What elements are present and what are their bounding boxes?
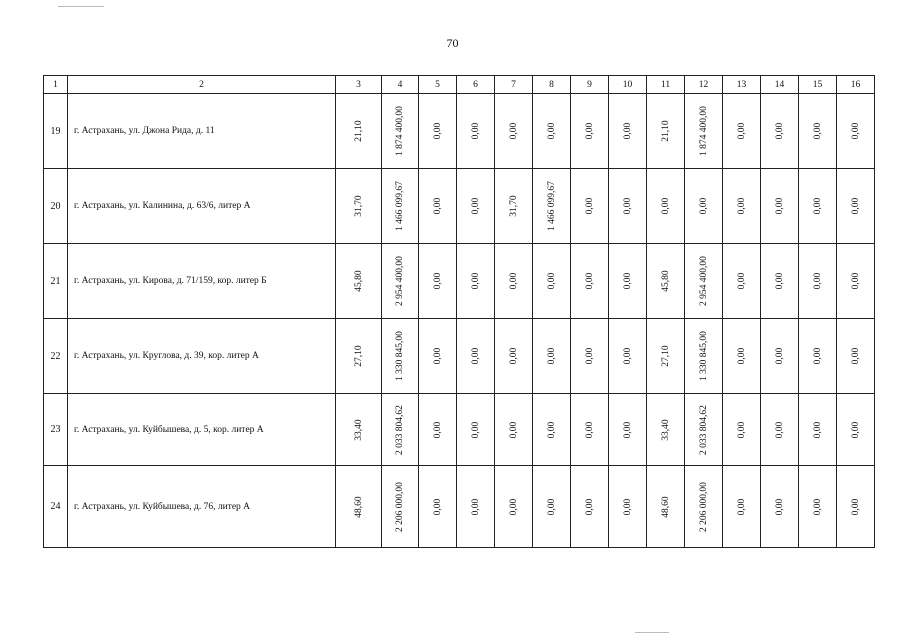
value-cell	[457, 94, 495, 169]
address-cell: г. Астрахань, ул. Куйбышева, д. 5, кор. литер А	[68, 394, 336, 466]
cell-value: 0,00	[584, 498, 595, 515]
cell-value: 0,00	[470, 347, 481, 365]
scan-mark	[635, 632, 669, 633]
value-cell	[571, 94, 609, 169]
cell-value: 1 330 845,00	[698, 331, 709, 381]
value-cell	[761, 169, 799, 244]
value-cell	[647, 94, 685, 169]
value-cell	[685, 169, 723, 244]
column-header: 2	[68, 76, 336, 94]
value-cell	[495, 319, 533, 394]
value-cell	[723, 94, 761, 169]
value-cell	[419, 319, 457, 394]
scan-mark	[58, 6, 104, 7]
cell-value: 1 874 400,00	[395, 106, 405, 156]
cell-value: 21,10	[660, 120, 671, 142]
cell-value: 0,00	[546, 421, 557, 438]
cell-value: 0,00	[812, 347, 823, 365]
address-cell: г. Астрахань, ул. Калинина, д. 63/6, литер А	[68, 169, 336, 244]
cell-value: 0,00	[850, 122, 861, 140]
value-cell	[761, 319, 799, 394]
cell-value: 0,00	[508, 498, 519, 515]
cell-value: 2 033 804,62	[698, 404, 709, 455]
value-cell	[533, 169, 571, 244]
value-cell	[382, 319, 419, 394]
cell-value: 0,00	[584, 122, 595, 140]
cell-value: 0,00	[774, 122, 785, 140]
cell-value: 0,00	[736, 272, 747, 290]
value-cell	[571, 319, 609, 394]
value-cell	[799, 466, 837, 548]
cell-value: 0,00	[432, 122, 443, 140]
cell-value: 0,00	[812, 421, 823, 438]
cell-value: 0,00	[508, 122, 519, 140]
value-cell	[533, 319, 571, 394]
value-cell	[457, 244, 495, 319]
cell-value: 1 466 099,67	[395, 181, 405, 231]
column-header: 6	[457, 76, 495, 94]
row-number: 20	[44, 169, 68, 244]
value-cell	[761, 466, 799, 548]
cell-value: 0,00	[812, 122, 823, 140]
address-cell: г. Астрахань, ул. Кирова, д. 71/159, кор. литер Б	[68, 244, 336, 319]
row-number: 22	[44, 319, 68, 394]
value-cell	[533, 466, 571, 548]
value-cell	[419, 244, 457, 319]
cell-value: 1 874 400,00	[698, 106, 709, 156]
column-header: 14	[761, 76, 799, 94]
column-header: 13	[723, 76, 761, 94]
cell-value: 0,00	[736, 498, 747, 515]
column-header: 4	[382, 76, 419, 94]
cell-value: 33,40	[353, 418, 364, 441]
cell-value: 0,00	[584, 347, 595, 365]
cell-value: 0,00	[622, 122, 633, 140]
cell-value: 0,00	[850, 197, 861, 215]
value-cell	[799, 169, 837, 244]
column-header: 9	[571, 76, 609, 94]
value-cell	[419, 394, 457, 466]
value-cell	[761, 94, 799, 169]
cell-value: 0,00	[850, 498, 861, 515]
cell-value: 31,70	[508, 195, 519, 217]
column-header: 7	[495, 76, 533, 94]
value-cell	[382, 466, 419, 548]
cell-value: 48,60	[353, 495, 364, 518]
cell-value: 0,00	[622, 197, 633, 215]
cell-value: 0,00	[470, 498, 481, 515]
cell-value: 0,00	[622, 498, 633, 515]
value-cell	[533, 394, 571, 466]
cell-value: 2 206 000,00	[395, 481, 405, 532]
cell-value: 0,00	[508, 421, 519, 438]
cell-value: 0,00	[470, 197, 481, 215]
cell-value: 0,00	[736, 421, 747, 438]
value-cell	[382, 394, 419, 466]
value-cell	[571, 169, 609, 244]
cell-value: 0,00	[622, 272, 633, 290]
cell-value: 33,40	[660, 418, 671, 441]
value-cell	[609, 244, 647, 319]
cell-value: 31,70	[353, 195, 364, 217]
cell-value: 0,00	[774, 272, 785, 290]
cell-value: 0,00	[584, 272, 595, 290]
column-header: 16	[837, 76, 875, 94]
value-cell	[571, 244, 609, 319]
value-cell	[685, 394, 723, 466]
value-cell	[571, 466, 609, 548]
value-cell	[685, 319, 723, 394]
cell-value: 2 954 400,00	[395, 256, 405, 306]
value-cell	[457, 394, 495, 466]
column-header: 15	[799, 76, 837, 94]
value-cell	[336, 466, 382, 548]
cell-value: 0,00	[850, 421, 861, 438]
cell-value: 0,00	[850, 347, 861, 365]
value-cell	[336, 94, 382, 169]
cell-value: 48,60	[660, 495, 671, 518]
value-cell	[336, 319, 382, 394]
data-table	[43, 75, 875, 548]
value-cell	[799, 244, 837, 319]
value-cell	[685, 94, 723, 169]
cell-value: 0,00	[622, 421, 633, 438]
value-cell	[723, 169, 761, 244]
column-header: 1	[44, 76, 68, 94]
cell-value: 0,00	[812, 197, 823, 215]
cell-value: 0,00	[736, 197, 747, 215]
address-cell: г. Астрахань, ул. Куйбышева, д. 76, литер А	[68, 466, 336, 548]
value-cell	[837, 466, 875, 548]
value-cell	[837, 244, 875, 319]
column-header: 10	[609, 76, 647, 94]
cell-value: 0,00	[470, 122, 481, 140]
value-cell	[723, 466, 761, 548]
row-number: 24	[44, 466, 68, 548]
value-cell	[723, 394, 761, 466]
value-cell	[761, 244, 799, 319]
value-cell	[457, 169, 495, 244]
column-header: 3	[336, 76, 382, 94]
value-cell	[533, 244, 571, 319]
value-cell	[382, 94, 419, 169]
value-cell	[761, 394, 799, 466]
cell-value: 0,00	[698, 197, 709, 215]
value-cell	[457, 466, 495, 548]
column-header: 11	[647, 76, 685, 94]
cell-value: 2 033 804,62	[395, 404, 405, 455]
value-cell	[533, 94, 571, 169]
cell-value: 0,00	[584, 197, 595, 215]
cell-value: 0,00	[546, 272, 557, 290]
value-cell	[609, 169, 647, 244]
cell-value: 0,00	[660, 197, 671, 215]
row-number: 21	[44, 244, 68, 319]
value-cell	[647, 244, 685, 319]
cell-value: 45,80	[660, 270, 671, 292]
cell-value: 0,00	[774, 498, 785, 515]
value-cell	[647, 169, 685, 244]
value-cell	[419, 169, 457, 244]
cell-value: 1 466 099,67	[546, 181, 557, 231]
value-cell	[495, 94, 533, 169]
cell-value: 27,10	[660, 345, 671, 367]
cell-value: 0,00	[432, 197, 443, 215]
cell-value: 0,00	[774, 347, 785, 365]
value-cell	[837, 94, 875, 169]
value-cell	[647, 466, 685, 548]
cell-value: 0,00	[736, 347, 747, 365]
cell-value: 2 206 000,00	[698, 481, 709, 532]
cell-value: 0,00	[470, 421, 481, 438]
cell-value: 0,00	[432, 498, 443, 515]
cell-value: 0,00	[812, 272, 823, 290]
table-row	[44, 94, 875, 169]
value-cell	[799, 94, 837, 169]
value-cell	[419, 94, 457, 169]
cell-value: 2 954 400,00	[698, 256, 709, 306]
cell-value: 0,00	[774, 197, 785, 215]
cell-value: 45,80	[353, 270, 364, 292]
value-cell	[723, 319, 761, 394]
cell-value: 0,00	[546, 122, 557, 140]
value-cell	[647, 319, 685, 394]
address-cell: г. Астрахань, ул. Круглова, д. 39, кор. литер А	[68, 319, 336, 394]
value-cell	[609, 394, 647, 466]
cell-value: 0,00	[850, 272, 861, 290]
row-number: 19	[44, 94, 68, 169]
table-row	[44, 319, 875, 394]
cell-value: 0,00	[584, 421, 595, 438]
value-cell	[382, 244, 419, 319]
cell-value: 0,00	[546, 347, 557, 365]
value-cell	[799, 394, 837, 466]
cell-value: 1 330 845,00	[395, 331, 405, 381]
cell-value: 0,00	[432, 347, 443, 365]
value-cell	[685, 244, 723, 319]
cell-value: 21,10	[353, 120, 364, 142]
cell-value: 0,00	[432, 421, 443, 438]
cell-value: 0,00	[432, 272, 443, 290]
table-row	[44, 394, 875, 466]
value-cell	[495, 394, 533, 466]
value-cell	[495, 244, 533, 319]
row-number: 23	[44, 394, 68, 466]
value-cell	[837, 169, 875, 244]
cell-value: 0,00	[470, 272, 481, 290]
page-number: 70	[446, 36, 459, 50]
cell-value: 27,10	[353, 345, 364, 367]
value-cell	[609, 94, 647, 169]
value-cell	[336, 244, 382, 319]
value-cell	[837, 319, 875, 394]
value-cell	[382, 169, 419, 244]
value-cell	[419, 466, 457, 548]
cell-value: 0,00	[622, 347, 633, 365]
value-cell	[609, 319, 647, 394]
table-row	[44, 169, 875, 244]
cell-value: 0,00	[736, 122, 747, 140]
header-row	[44, 76, 875, 94]
value-cell	[571, 394, 609, 466]
value-cell	[799, 319, 837, 394]
address-cell: г. Астрахань, ул. Джона Рида, д. 11	[68, 94, 336, 169]
column-header: 5	[419, 76, 457, 94]
value-cell	[837, 394, 875, 466]
column-header: 8	[533, 76, 571, 94]
column-header: 12	[685, 76, 723, 94]
value-cell	[647, 394, 685, 466]
value-cell	[336, 169, 382, 244]
cell-value: 0,00	[508, 347, 519, 365]
cell-value: 0,00	[774, 421, 785, 438]
table-row	[44, 244, 875, 319]
value-cell	[495, 169, 533, 244]
table-row	[44, 466, 875, 548]
cell-value: 0,00	[812, 498, 823, 515]
cell-value: 0,00	[508, 272, 519, 290]
value-cell	[336, 394, 382, 466]
value-cell	[609, 466, 647, 548]
value-cell	[723, 244, 761, 319]
cell-value: 0,00	[546, 498, 557, 515]
value-cell	[495, 466, 533, 548]
value-cell	[685, 466, 723, 548]
value-cell	[457, 319, 495, 394]
